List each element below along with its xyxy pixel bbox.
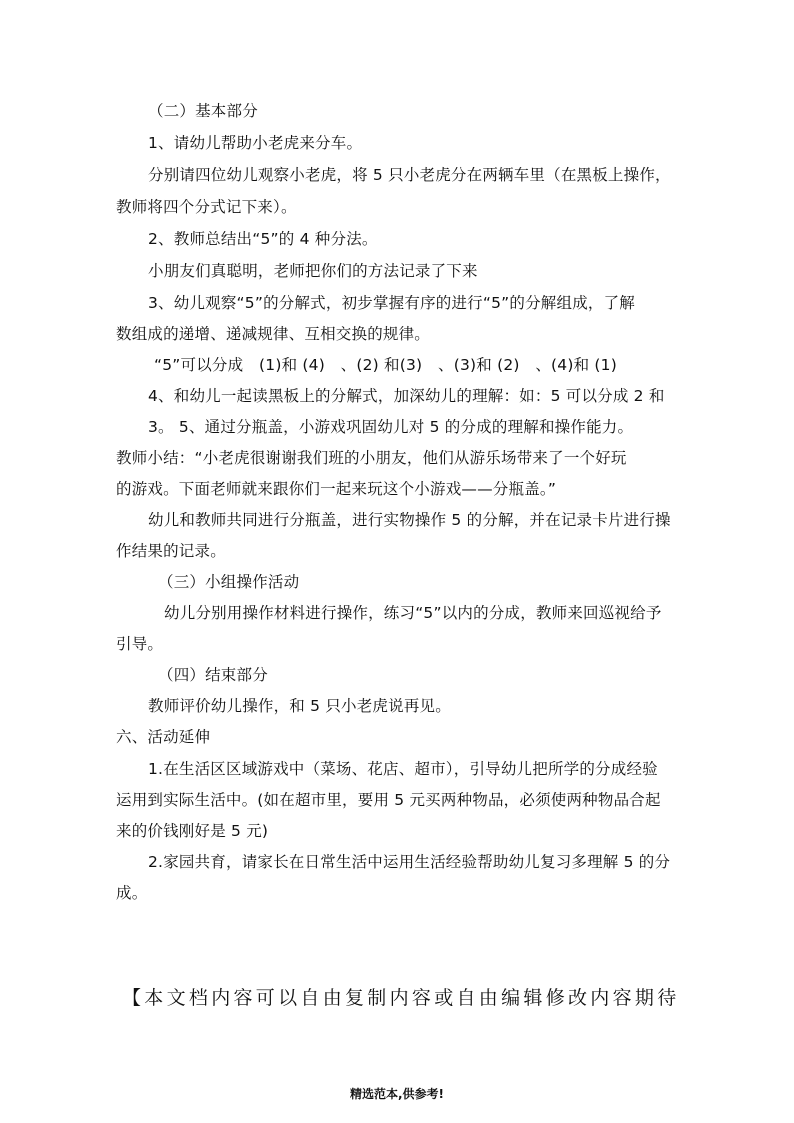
section-heading-basic: （二）基本部分 xyxy=(148,102,258,120)
paragraph-line: 1.在生活区区域游戏中（菜场、花店、超市），引导幼儿把所学的分成经验 xyxy=(148,760,658,778)
paragraph-line: 成。 xyxy=(116,884,148,902)
paragraph-line: 教师小结：“小老虎很谢谢我们班的小朋友，他们从游乐场带来了一个好玩 xyxy=(116,449,627,467)
paragraph-line: 作结果的记录。 xyxy=(116,542,226,560)
footer-note: 精选范本,供参考! xyxy=(349,1087,445,1101)
section-heading-extension: 六、活动延伸 xyxy=(116,728,211,746)
paragraph-line: 1、请幼儿帮助小老虎来分车。 xyxy=(148,134,363,152)
section-heading-end: （四）结束部分 xyxy=(158,666,268,684)
paragraph-line: 数组成的递增、递减规律、互相交换的规律。 xyxy=(116,325,431,343)
paragraph-line: 教师将四个分式记下来）。 xyxy=(116,198,297,216)
paragraph-line: 引导。 xyxy=(116,635,164,653)
footer-banner: 【本文档内容可以自由复制内容或自由编辑修改内容期待 xyxy=(122,987,680,1009)
paragraph-line: 幼儿和教师共同进行分瓶盖，进行实物操作 5 的分解，并在记录卡片进行操 xyxy=(148,511,671,529)
paragraph-line: 来的价钱刚好是 5 元) xyxy=(116,822,269,840)
paragraph-line: 教师评价幼儿操作，和 5 只小老虎说再见。 xyxy=(148,697,451,715)
decomposition-line: “5”可以分成 (1)和 (4) 、(2) 和(3) 、(3)和 (2) 、(4)和 (1) xyxy=(154,356,617,374)
paragraph-line: 4、和幼儿一起读黑板上的分解式，加深幼儿的理解：如：5 可以分成 2 和 xyxy=(148,387,665,405)
paragraph-line: 小朋友们真聪明，老师把你们的方法记录了下来 xyxy=(148,262,478,280)
paragraph-line: 3。 5、通过分瓶盖，小游戏巩固幼儿对 5 的分成的理解和操作能力。 xyxy=(148,418,634,436)
paragraph-line: 分别请四位幼儿观察小老虎，将 5 只小老虎分在两辆车里（在黑板上操作， xyxy=(148,166,671,184)
paragraph-line: 2、教师总结出“5”的 4 种分法。 xyxy=(148,230,378,248)
paragraph-line: 的游戏。下面老师就来跟你们一起来玩这个小游戏——分瓶盖。” xyxy=(116,480,557,498)
section-heading-group: （三）小组操作活动 xyxy=(158,573,300,591)
paragraph-line: 幼儿分别用操作材料进行操作，练习“5”以内的分成，教师来回巡视给予 xyxy=(164,604,662,622)
paragraph-line: 运用到实际生活中。(如在超市里，要用 5 元买两种物品，必须使两种物品合起 xyxy=(116,791,661,809)
paragraph-line: 2.家园共育，请家长在日常生活中运用生活经验帮助幼儿复习多理解 5 的分 xyxy=(148,853,671,871)
paragraph-line: 3、幼儿观察“5”的分解式，初步掌握有序的进行“5”的分解组成，了解 xyxy=(148,294,636,312)
